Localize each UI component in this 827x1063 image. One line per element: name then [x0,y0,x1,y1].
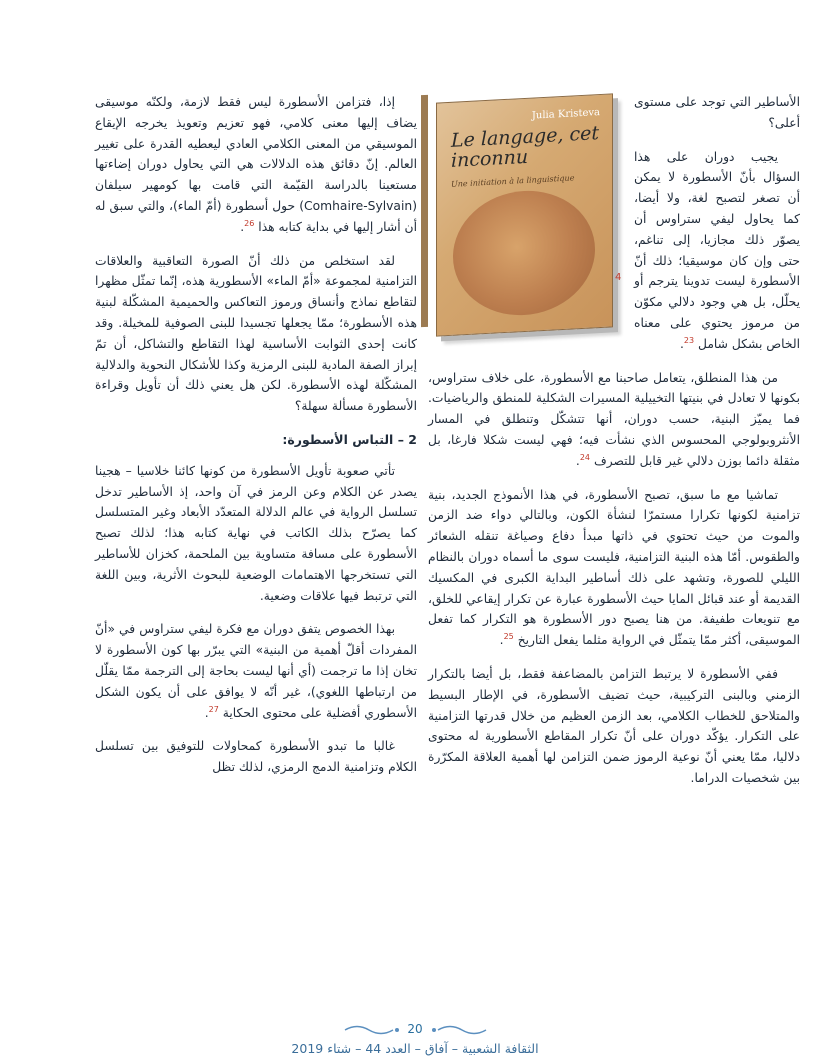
paragraph: يجيب دوران على هذا السؤال بأنّ الأسطورة لا يمكن أن تصغر لتصبح لغة، ولا أيضا، كما يحاول ليفي ستراوس أن يصوّر ذلك مجازيا، إلى تناغم، حتى وإن كان موسيقيا؛ ذلك أنّ الأسطورة ليست تدوينا يترجم أو يحلّل، بل هي وجود دلالي مكوّن من مرموز يحتوي على معناه الخاص بشكل شامل $^{23}$. [634,149,800,351]
figure-marker: 4 [615,272,622,283]
paragraph: لقد استخلص من ذلك أنّ الصورة التعاقبية والعلاقات التزامنية لمجموعة «أمّ الماء» الأسطورية هذه، إنّما تمثّل مظهرا لتقاطع نماذج وأنساق ورموز التعاكس والحميمية المشكّلة لبنية هذه الأسطورة؛ ممّا يجعلها تجسيدا للبنى الصوفية للمخيلة. وقد كانت إحدى الثوابت الأساسية لهذا التقاطع والتشاكل، أن تمّ إبراز الصفة المادية للبنى الرمزية وكذا للأشكال النحوية والدلالية المشكّلة لهذه الأسطورة. لكن هل يعني ذلك أن تأويل وقراءة الأسطورة مسألة سهلة؟ [95,253,417,414]
paragraph: تماشيا مع ما سبق، تصبح الأسطورة، في هذا الأنموذج الجديد، بنية تزامنية لكونها تكرارا مستمرّا لنشأة الكون، وبالتالي دواء ضد الزمن والموت من حيث تحتوي في ذاتها مبدأ دفاع وصياغة تنقله الشعائر والطقوس. أمّا هذه البنية التزامنية، فليست سوى ما أسماه دوران بالنظام الليلي للصورة، وتشهد على ذلك أساطير البداية الكبرى في المكسيك القديمة أو عند قبائل المايا حيث الأسطورة عبارة عن تكرار إيقاعي للخلق، مع تنويعات طفيفة. من هنا يصبح دور الأسطورة هو التكرار كما تفعل الموسيقى، أكثر ممّا يتمثّل في الرواية مثلما يفعل التاريخ $^{25}$. [428,487,800,648]
section-heading: 2 – التباس الأسطورة: [282,431,417,447]
paragraph: غالبا ما تبدو الأسطورة كمحاولات للتوفيق بين تسلسل الكلام وتزامنية الدمج الرمزي، لذلك تظل [95,739,417,775]
book-cover-artwork [453,187,595,318]
footnote-ref: 26 [244,218,255,228]
book-cover [436,93,613,336]
book-author: Julia Kristeva [531,107,600,122]
text-column-right [428,92,800,802]
paragraph: من هذا المنطلق، يتعامل صاحبنا مع الأسطورة، على خلاف ستراوس، بكونها لا تعادل في بنيتها التخييلية المسيرات الشكلية للمنطق والرياضيات. فما يميّز البنية، حسب دوران، أنها تتشكّل وتنطلق في المسار الأنثروبولوجي المحسوس الذي نشأت فيه؛ فهي ليست شكلا فارغا، بل مثقلة دائما بوزن دلالي غير قابل للتصرف $^{24}$. [428,370,800,468]
running-footer: الثقافة الشعبية – آفاق – العدد 44 – شتاء 2019 [291,1041,539,1056]
footnote-ref: 23 [683,335,695,345]
footnote-ref: 24 [579,452,591,462]
paragraph: ففي الأسطورة لا يرتبط التزامن بالمضاعفة فقط، بل أيضا بالتكرار الزمني وبالبنى التركيبية، حيث تضيف الأسطورة، في الإطار البسيط والمتلاحق للخطاب الكلامي، بعد الزمن العظيم من خلال قدرتها التزامنية على التكرار. يؤكّد دوران على أنّ تكرار المقاطع الأسطورية له محتوى دلاليا، ممّا يعني أنّ نوعية الرموز ضمن التزامن لها أهمية العلاقة المكرّرة بين شخصيات الدراما. [428,666,800,785]
paragraph: الأساطير التي توجد على مستوى أعلى؟ [634,95,800,130]
book-title: Le langage, cet inconnu [451,122,600,172]
page-number: 20 [407,1022,423,1036]
book-subtitle: Une initiation à la linguistique [451,173,575,189]
book-cover-figure [428,92,628,340]
paragraph: بهذا الخصوص يتفق دوران مع فكرة ليفي ستراوس في «أنّ المفردات أقلّ أهمية من البنية» التي يبرّر بها كون الأسطورة لا تخان إذا ما ترجمت (أي أنها ليست بحاجة إلى الترجمة ممّا يقلّل من ارتباطها اللغوي)، غير أنّه لا يوافق على أن يكون الشكل الأسطوري أفضلية على محتوى الحكاية $^{27}$. [95,622,417,720]
paragraph: تأتي صعوبة تأويل الأسطورة من كونها كائنا خلاسيا – هجينا يصدر عن الكلام وعن الرمز في آن واحد، إذ الأساطير تدخل تسلسل الرواية في عالم الدلالة المتعدّد الأبعاد وغير المتسلسل كما يصرّح بذلك الكاتب في نهاية كتابه هذا؛ لذلك تصبح الأسطورة على مسافة متساوية بين الملحمة، كخزان للأساطير التي تستخرجها الاهتمامات الوضعية للبحوث الأثرية، وبين اللغة التي ترتبط فيها علاقات وضعية. [95,463,417,603]
paragraph: إذا، فتزامن الأسطورة ليس فقط لازمة، ولكنّه موسيقى يضاف إليها معنى كلامي، فهو تعزيم وتعويذ يخرجه الإيقاع الموسيقي من المعنى الكلامي العادي ليعطيه القدرة على تغيير العالم. إنّ دقائق هذه الدلالات هي التي يحاول دوران إضاءتها مستعينا بالدراسة القيّمة التي قامت بها كومهير سيلفان (Comhaire-Sylvain) حول أسطورة (أمّ الماء)، والتي سبق له أن أشار إليها في بداية كتابه هذا $^{26}$. [95,95,417,234]
footnote-ref: 25 [503,632,514,642]
book-spine [421,95,428,327]
text-column-left [95,92,417,791]
footnote-ref: 27 [208,704,219,714]
